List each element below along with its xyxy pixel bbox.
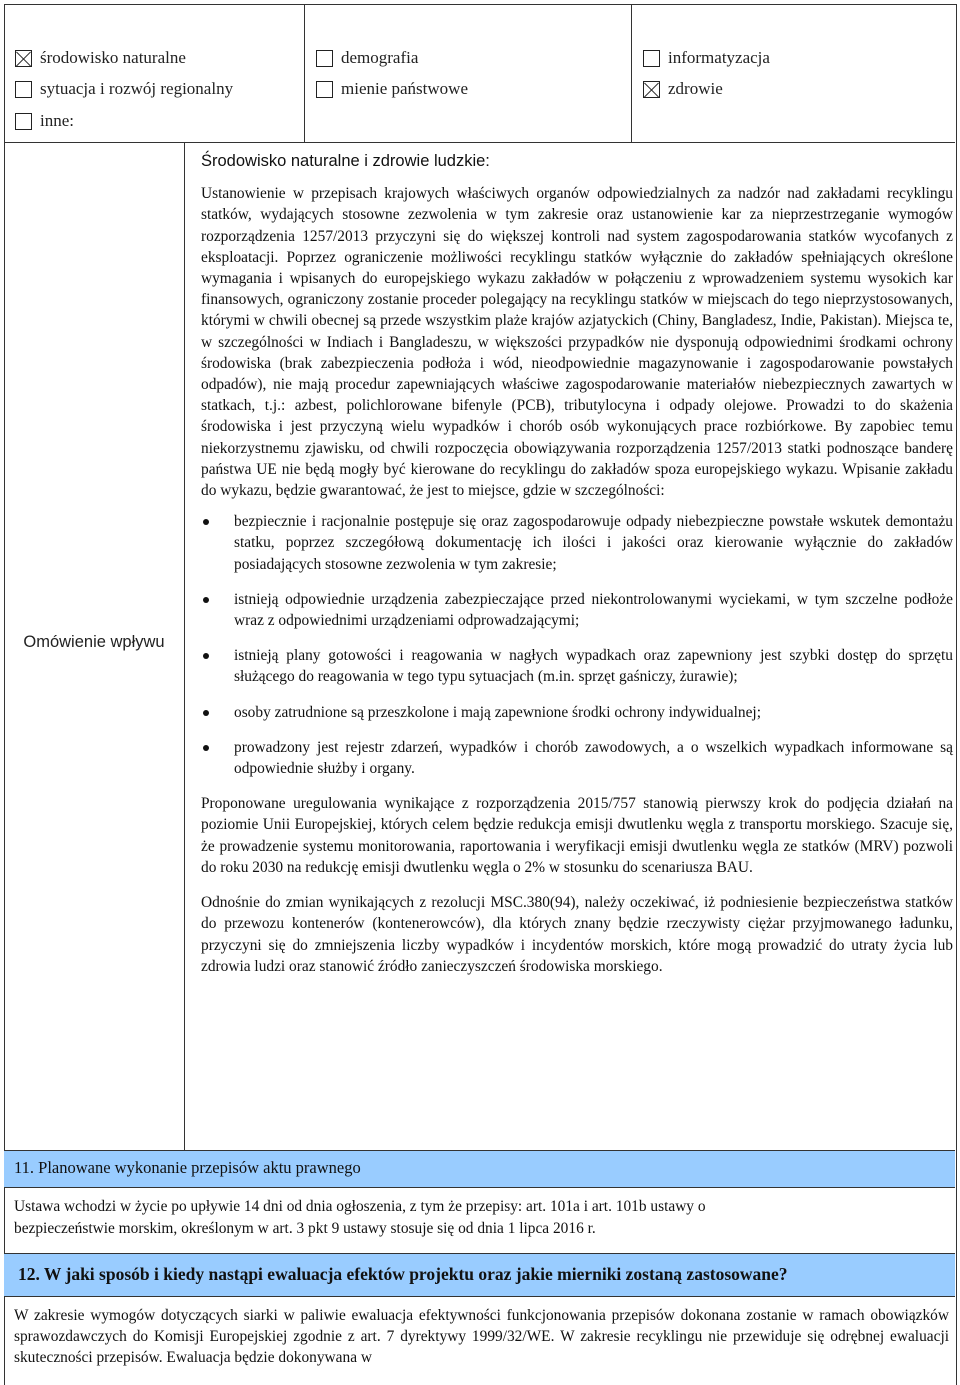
section-12-body: W zakresie wymogów dotyczących siarki w paliwie ewaluacja efektywności funkcjonowania przepisów dokonana zostanie w ramach obowiązków sprawozdawczych do Komisji Europejskiej zgodnie z art. 7 dyrektywy 1999/32/WE. W zakresie recyklingu nie przewiduje się odrębnej ewaluacji skuteczności przepisów. Ewaluacja będzie dokonywana w [14, 1307, 949, 1367]
checkbox-zdrowie[interactable] [643, 78, 723, 100]
list-item: osoby zatrudnione są przeszkolone i mają zapewnione środki ochrony indywidualnej; [201, 702, 953, 723]
checkbox-box[interactable] [643, 81, 660, 98]
list-item: bezpiecznie i racjonalnie postępuje się oraz zagospodarowuje odpady niebezpieczne powstałe wskutek demontażu statku, poprzez szczegółową dokumentację ich ilości i jakości oraz kierowanie wyłącznie do zakładów posiadających stosowne zezwolenia w tym zakresie; [201, 511, 953, 575]
checkbox-label: informatyzacja [668, 48, 770, 67]
checkbox-box[interactable] [15, 81, 32, 98]
checkbox-label: inne: [40, 111, 74, 130]
checkbox-label: środowisko naturalne [40, 48, 186, 67]
checkbox-srodowisko[interactable] [15, 47, 186, 69]
section-11-body [14, 1196, 934, 1239]
checkbox-sytuacja[interactable] [15, 78, 233, 100]
checkbox-box[interactable] [316, 50, 333, 67]
list-item: istnieją plany gotowości i reagowania w nagłych wypadkach oraz zapewniony jest szybki dostęp do sprzętu służącego do reagowania w tego typu sytuacjach (m.in. sprzęt gaśniczy, żurawie); [201, 645, 953, 687]
paragraph: Proponowane uregulowania wynikające z rozporządzenia 2015/757 stanowią pierwszy krok do podjęcia działań na poziomie Unii Europejskiej, których celem będzie redukcja emisji dwutlenku węgla z transportu morskiego. Szacuje się, że prowadzenie systemu monitorowania, raportowania i weryfikacji emisji dwutlenku węgla ze statków (MRV) pozwoli do roku 2030 na redukcję emisji dwutlenku węgla o 2% w stosunku do scenariusza BAU. [201, 795, 953, 876]
section-12-header [4, 1253, 955, 1297]
checkbox-column-1 [4, 4, 305, 142]
checkbox-informatyzacja[interactable] [643, 47, 770, 69]
checkbox-label: mienie państwowe [341, 79, 468, 98]
list-item: istnieją odpowiednie urządzenia zabezpieczające przed niekontrolowanymi wyciekami, w tym szczelne podłoże wraz z odpowiednimi urządzeniami odprowadzającymi; [201, 589, 953, 631]
checkbox-label: demografia [341, 48, 419, 67]
checkbox-box[interactable] [643, 50, 660, 67]
checkbox-label: sytuacja i rozwój regionalny [40, 79, 234, 98]
section-title: Środowisko naturalne i zdrowie ludzkie: [201, 152, 490, 170]
section-11-line: bezpieczeństwie morskim, określonym w art. 3 pkt 9 ustawy stosuje się od dnia 1 lipca 2016 r. [14, 1219, 596, 1237]
checkbox-mienie[interactable] [316, 78, 468, 100]
list-item: prowadzony jest rejestr zdarzeń, wypadków i chorób zawodowych, a o wszelkich wypadkach informowane są odpowiednie służby i organy. [201, 737, 953, 779]
section-11-line: Ustawa wchodzi w życie po upływie 14 dni od dnia ogłoszenia, z tym że przepisy: art. 101a i art. 101b ustawy o [14, 1198, 706, 1215]
checkbox-demografia[interactable] [316, 47, 418, 69]
bullet-list [201, 511, 953, 779]
row-label: Omówienie wpływu [23, 633, 165, 651]
row-label-cell [4, 143, 185, 1150]
impact-content [201, 151, 953, 985]
section-12-heading: 12. W jaki sposób i kiedy nastąpi ewaluacja efektów projektu oraz jakie mierniki zostaną zastosowane? [18, 1264, 788, 1284]
section-11-heading: 11. Planowane wykonanie przepisów aktu prawnego [14, 1158, 361, 1177]
section-11-header [4, 1150, 955, 1188]
impact-area-checkboxes [4, 4, 955, 143]
checkbox-box[interactable] [316, 81, 333, 98]
checkbox-column-2 [305, 4, 632, 142]
checkbox-inne[interactable] [15, 110, 74, 132]
paragraph: Ustanowienie w przepisach krajowych właściwych organów odpowiedzialnych za nadzór nad zakładami recyklingu statków, wydających stosowne zezwolenia w tym zakresie oraz ustanowienie kar za nieprzestrzeganie wymogów rozporządzenia 1257/2013 przyczyni się do większej kontroli nad system zagospodarowania statków wycofanych z eksploatacji. Poprzez ograniczenie możliwości recyklingu statków wyłącznie do zakładów spełniających określone wymagania i wpisanych do europejskiego wykazu zakładów w połączeniu z wprowadzeniem systemu wysokich kar finansowych, ograniczony zostanie proceder polegający na recyklingu statków w miejscach do tego nieprzystosowanych, którymi w chwili obecnej są przede wszystkim plaże krajów azjatyckich (Chiny, Bangladesz, Indie, Pakistan). Miejsca te, w szczególności w Indiach i Bangladeszu, w większości przypadków nie dysponują odpowiednimi środkami ochrony środowiska (brak zabezpieczenia podłoża i wód, nieodpowiednie magazynowanie i zagospodarowanie powstałych odpadów), nie mają procedur zapewniających właściwe zagospodarowanie materiałów niebezpiecznych zawartych w statkach, t.j.: azbest, polichlorowane bifenyle (PCB), tributylocyna i odpady olejowe. Prowadzi to do skażenia środowiska i jest przyczyną wielu wypadków i chorób osób wykonujących prace rozbiórkowe. By zapobiec temu niekorzystnemu zjawisku, od chwili rozpoczęcia obowiązywania rozporządzenia 1257/2013 statki podnoszące banderę państwa UE nie będą mogły być kierowane do recyklingu do zakładów spoza europejskiego wykazu. Wpisanie zakładu do wykazu, będzie gwarantować, że jest to miejsce, gdzie w szczególności: [201, 185, 953, 500]
paragraph: Odnośnie do zmian wynikających z rezolucji MSC.380(94), należy oczekiwać, iż podniesienie bezpieczeństwa statków do przewozu kontenerów (kontenerowców), dla których znany będzie rzeczywisty ciężar przyjmowanego ładunku, przyczyni się do zmniejszenia liczby wypadków i incydentów morskich, które mogą prowadzić do utraty życia lub zdrowia ludzi oraz stanowić źródło zanieczyszczeń środowiska morskiego. [201, 894, 953, 975]
checkbox-box[interactable] [15, 113, 32, 130]
impact-discussion-row [4, 143, 955, 1150]
checkbox-column-3 [632, 4, 954, 142]
checkbox-box[interactable] [15, 50, 32, 67]
checkbox-label: zdrowie [668, 79, 723, 98]
